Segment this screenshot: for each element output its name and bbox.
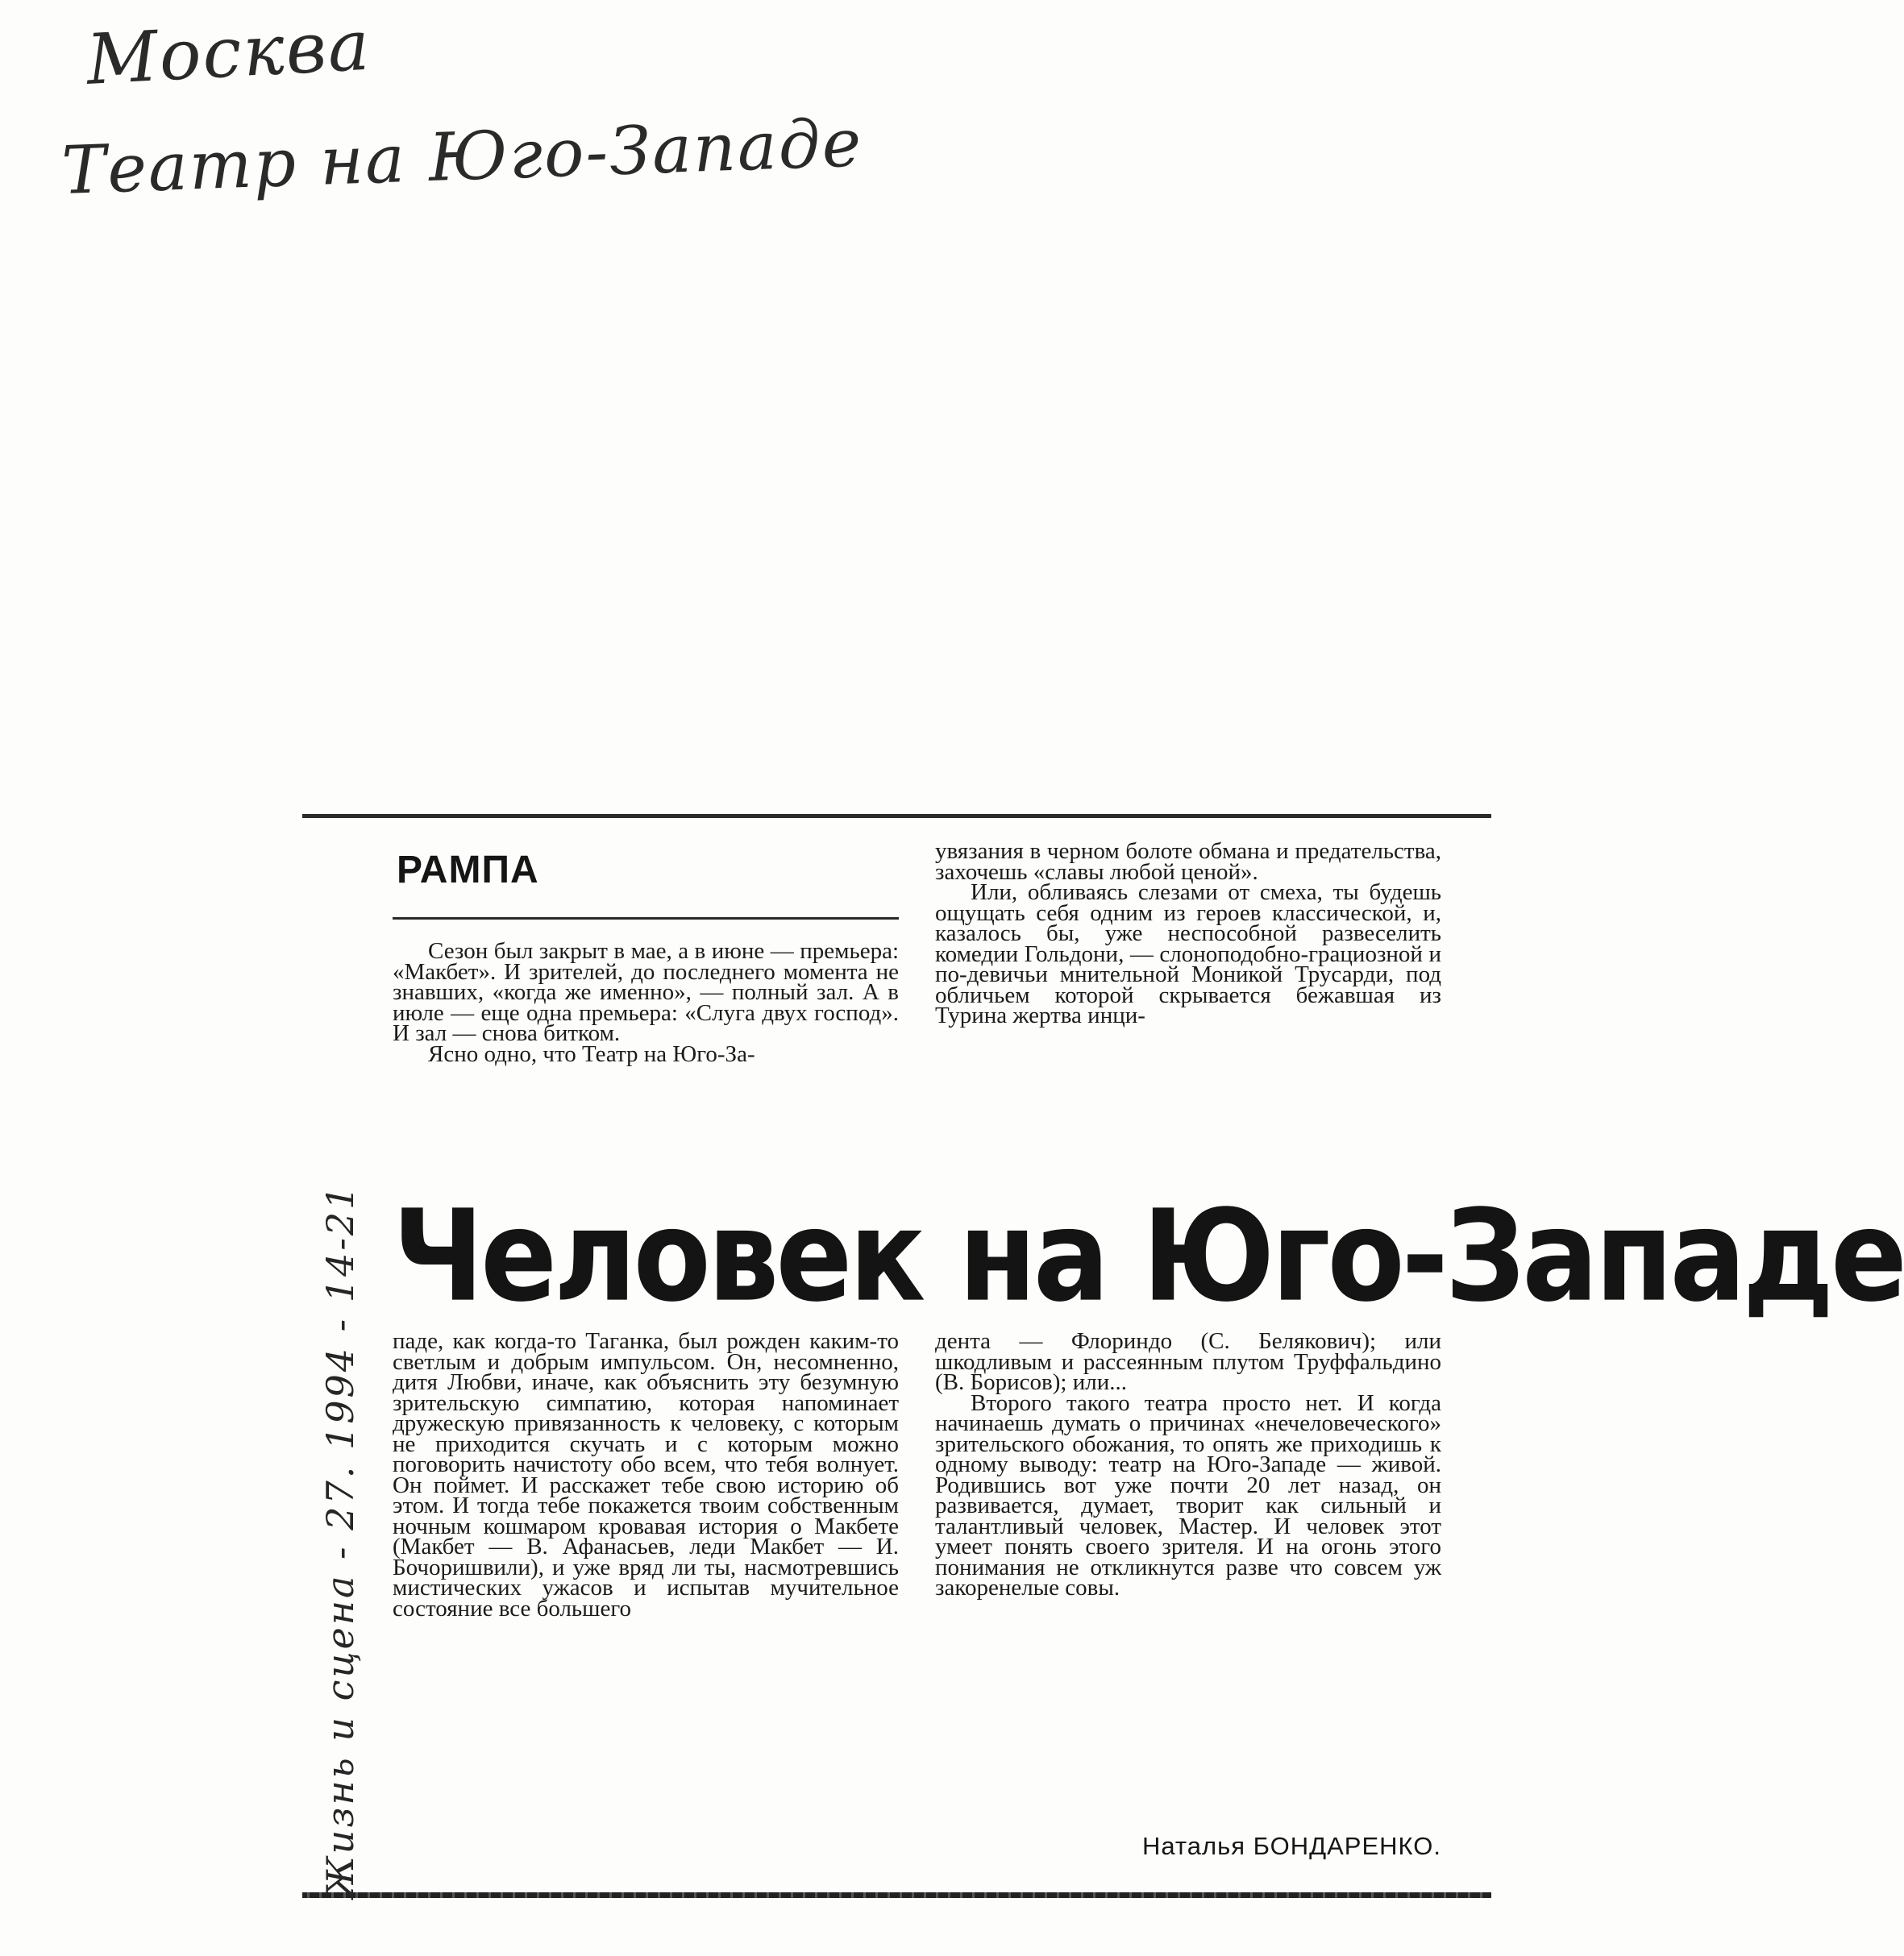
headline: Человек на Юго-Западе [393, 1183, 1904, 1331]
bottom-rule [302, 1892, 1491, 1898]
top-rule [302, 814, 1491, 818]
paragraph: Ясно одно, что Театр на Юго-За- [428, 1040, 755, 1067]
paragraph: увязания в черном болоте обмана и предательства, захочешь «славы любой ценой». [935, 838, 1441, 885]
handwritten-theatre: Театр на Юго-Западе [60, 105, 864, 210]
rubric-title: РАМПА [397, 849, 539, 891]
paragraph: дента — Флориндо (С. Белякович); или шкодливым и рассеянным плутом Труффальдино (В. Борисов); или... [935, 1328, 1441, 1395]
author-signature: Наталья БОНДАРЕНКО. [1141, 1832, 1441, 1860]
column-top-right [935, 838, 1441, 1028]
paragraph: Сезон был закрыт в мае, а в июне — премьера: «Макбет». И зрителей, до последнего момента не знавших, «когда же именно», — полный зал. А в июле — еще одна премьера: «Слуга двух господ». И зал — снова битком. [393, 938, 899, 1046]
handwritten-city: Москва [85, 5, 373, 101]
paragraph: паде, как когда-то Таганка, был рожден каким-то светлым и добрым импульсом. Он, несомненно, дитя Любви, иначе, как объяснить эту безумную зрительскую симпатию, которая напоминает дружескую привязанность к человеку, с которым не приходится скучать и с которым можно поговорить начистоту обо всем, что тебя волнует. Он поймет. И расскажет тебе свою историю об этом. И тогда тебе покажется твоим собственным ночным кошмаром кровавая история о Макбете (Макбет — В. Афанасьев, леди Макбет — И. Бочоришвили), и уже вряд ли ты, насмотревшись мистических ужасов и испытав мучительное состояние все большего [393, 1328, 899, 1622]
newspaper-clipping [302, 814, 1904, 1898]
handwritten-margin-note: Жизнь и сцена - 27. 1994 - 14-21 [318, 1183, 362, 1898]
column-top-left [393, 938, 899, 1067]
column-bottom-right [935, 1328, 1441, 1601]
paragraph: Второго такого театра просто нет. И когда начинаешь думать о причинах «нечеловеческого» зрительского обожания, то опять же приходишь к одному выводу: театр на Юго-Западе — живой. Родившись вот уже почти 20 лет назад, он развивается, думает, творит как сильный и талантливый человек, Мастер. И человек этот умеет понять своего зрителя. И на огонь этого понимания не откликнутся разве что совсем уж закоренелые совы. [935, 1389, 1441, 1601]
paragraph: Или, обливаясь слезами от смеха, ты будешь ощущать себя одним из героев классической, и, казалось бы, уже неспособной развеселить комедии Гольдони, — слоноподобно-грациозной и по-девичьи мнительной Моникой Трусарди, под обличьем которой скрывается бежавшая из Турина жертва инци- [935, 879, 1441, 1028]
rubric-underline [393, 917, 899, 920]
column-bottom-left [393, 1328, 899, 1622]
